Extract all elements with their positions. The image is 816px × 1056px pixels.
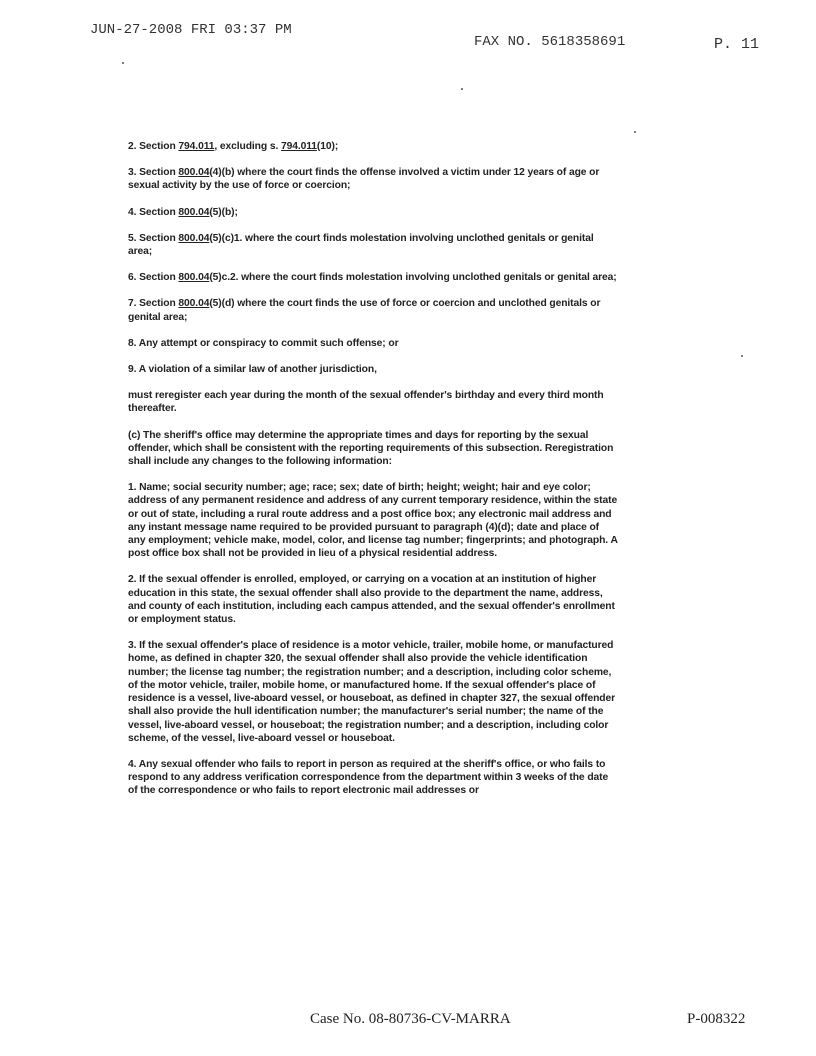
item-number: 5.: [128, 232, 137, 244]
offense-item-7: [128, 297, 618, 323]
item-prefix: Section: [139, 167, 179, 179]
item-suffix: (5)(c)1. where the court finds molestation involving unclothed genitals or genital area;: [128, 232, 594, 258]
item-number: 6.: [128, 272, 137, 284]
item-number: 4.: [128, 758, 137, 770]
item-text: Any sexual offender who fails to report in person as required at the sheriff's office, or who fails to respond to any address verification correspondence from the department within 3 weeks of the date of the correspondence or who fails to report electronic mail addresses or: [128, 758, 609, 797]
statute-link[interactable]: 800.04: [178, 167, 210, 179]
case-number: Case No. 08-80736-CV-MARRA: [310, 1011, 511, 1027]
item-middle: , excluding s.: [214, 141, 281, 152]
item-number: 3.: [128, 167, 137, 179]
fax-date-time: JUN-27-2008 FRI 03:37 PM: [90, 22, 292, 38]
scan-speck: [634, 131, 636, 133]
statute-link[interactable]: 800.04: [178, 298, 210, 310]
item-prefix: Section: [139, 272, 179, 284]
scan-speck: [122, 62, 124, 64]
item-text: Name; social security number; age; race; sex; date of birth; height; weight; hair and eye color; address of any permanent residence and address of any current temporary residence, within the state or out of state, including a rural route address and a post office box; any electronic mail address and any instant message name required to be provided pursuant to paragraph (4)(d); date and place of any employment; vehicle make, model, color, and license tag number; fingerprints; and photograph. A post office box shall not be provided in lieu of a physical residential address.: [128, 482, 618, 560]
offense-item-2: [128, 140, 618, 153]
item-number: 2.: [128, 574, 137, 586]
item-prefix: Section: [139, 141, 179, 152]
item-suffix: (4)(b) where the court finds the offense involved a victim under 12 years of age or sexual activity by the use of force or coercion;: [128, 167, 600, 192]
item-number: 4.: [128, 206, 137, 218]
subsection-c-paragraph: (c) The sheriff's office may determine the appropriate times and days for reporting by the sexual offender, which shall be consistent with the reporting requirements of this subsection. Reregistration shall include any changes to the following information:: [128, 429, 614, 468]
offense-item-3: [128, 166, 618, 192]
item-prefix: Section: [139, 232, 179, 244]
offense-item-9: [128, 363, 618, 376]
statute-body: [128, 140, 618, 811]
fax-number: FAX NO. 5618358691: [474, 34, 626, 50]
item-number: 9.: [128, 364, 137, 376]
fax-header: [0, 22, 816, 52]
item-number: 8.: [128, 337, 137, 349]
offense-item-8: [128, 337, 618, 350]
item-prefix: Section: [139, 206, 179, 218]
reregistration-item-1: [128, 481, 618, 560]
item-suffix: (5)c.2. where the court finds molestation involving unclothed genitals or genital area;: [209, 272, 617, 284]
item-suffix: (5)(d) where the court finds the use of force or coercion and unclothed genitals or genital area;: [128, 298, 601, 323]
reregistration-item-3: [128, 639, 618, 745]
scan-speck: [461, 88, 463, 90]
fax-page-number: P. 11: [714, 36, 760, 53]
item-text: If the sexual offender's place of residence is a motor vehicle, trailer, mobile home, or manufactured home, as defined in chapter 320, the sexual offender shall also provide the vehicle identification number; the license tag number; the registration number; and a description, including color scheme, of the motor vehicle, trailer, mobile home, or manufactured home. If the sexual offender's place of residence is a vessel, live-aboard vessel, or houseboat, as defined in chapter 327, the sexual offender shall also provide the hull identification number; the manufacturer's serial number; the name of the vessel, live-aboard vessel, or houseboat; the registration number; and a description, including color scheme, of the vessel, live-aboard vessel or houseboat.: [128, 640, 616, 744]
item-text: If the sexual offender is enrolled, employed, or carrying on a vocation at an institution of higher education in this state, the sexual offender shall also provide to the department the name, address, and county of each institution, including each campus attended, and the sexual offender's enrollment or employment status.: [128, 574, 615, 626]
scan-speck: [741, 355, 743, 357]
item-text: Any attempt or conspiracy to commit such offense; or: [138, 337, 399, 349]
statute-link[interactable]: 794.011: [178, 141, 215, 152]
item-number: 3.: [128, 640, 137, 652]
reregistration-item-4: [128, 758, 618, 798]
item-prefix: Section: [139, 298, 179, 310]
statute-link[interactable]: 800.04: [178, 206, 210, 218]
item-number: 7.: [128, 298, 137, 310]
offense-item-5: [128, 232, 618, 258]
item-text: A violation of a similar law of another jurisdiction,: [138, 364, 377, 376]
page-footer: [0, 1011, 816, 1031]
statute-link[interactable]: 800.04: [178, 232, 210, 244]
reregister-paragraph: must reregister each year during the month of the sexual offender's birthday and every third month thereafter.: [128, 390, 604, 415]
bates-page-id: P-008322: [687, 1011, 746, 1027]
item-suffix: (5)(b);: [209, 206, 238, 218]
offense-item-6: [128, 271, 618, 284]
item-number: 1.: [128, 482, 137, 494]
item-suffix: (10);: [316, 141, 339, 152]
item-number: 2.: [128, 141, 137, 152]
reregistration-item-2: [128, 573, 618, 626]
statute-link[interactable]: 800.04: [178, 272, 210, 284]
statute-link[interactable]: 794.011: [280, 141, 317, 152]
offense-item-4: [128, 206, 618, 219]
